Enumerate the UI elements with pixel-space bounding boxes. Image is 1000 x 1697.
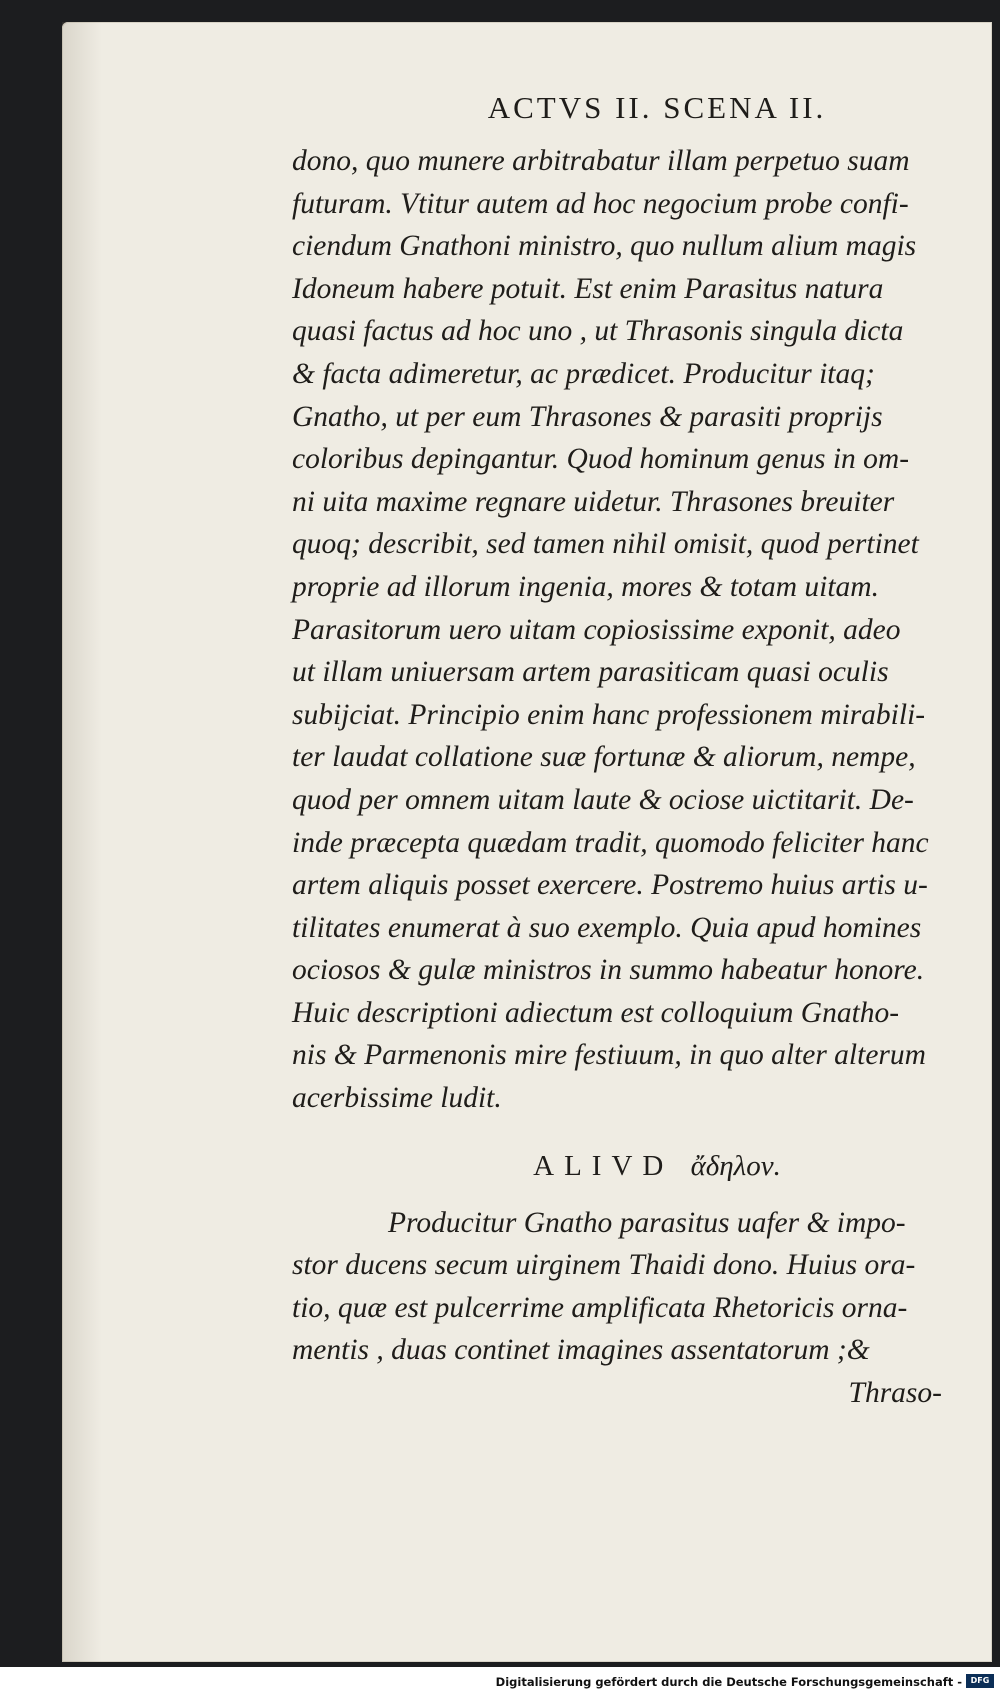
footer-credit: Digitalisierung gefördert durch die Deutsche Forschungsgemeinschaft - [495,1675,962,1689]
running-head: ACTVS II. SCENA II. [487,90,827,125]
footer-banner [0,1667,1000,1697]
text-line: Producitur Gnatho parasitus uafer & impo- [388,1206,906,1239]
text-line: artem aliquis posset exercere. Postremo huius artis u- [292,869,928,902]
text-line: proprie ad illorum ingenia, mores & totam uitam. [292,570,879,603]
text-line: Parasitorum uero uitam copiosissime exponit, adeo [292,613,901,646]
text-line: & facta adimeretur, ac prædicet. Producitur itaq; [292,357,875,390]
text-line: ut illam uniuersam artem parasiticam quasi oculis [292,656,889,689]
text-line: quod per omnem uitam laute & ociose uictitarit. De- [292,783,914,816]
text-line: ter laudat collatione suæ fortunæ & aliorum, nempe, [292,741,916,774]
text-line: dono, quo munere arbitrabatur illam perpetuo suam [292,145,910,177]
text-line: subijciat. Principio enim hanc professionem mirabili- [292,698,926,731]
text-line: tio, quæ est pulcerrime amplificata Rhetoricis orna- [292,1291,908,1324]
text-line: nis & Parmenonis mire festiuum, in quo alter alterum [292,1039,926,1072]
text-line: ociosos & gulæ ministros in summo habeatur honore. [292,954,925,987]
subheading-greek: ἄδηλον. [690,1149,781,1182]
dfg-logo-icon: DFG [966,1674,994,1688]
text-line: stor ducens secum uirginem Thaidi dono. Huius ora- [292,1249,916,1282]
text-line: quoq; describit, sed tamen nihil omisit, quod pertinet [292,528,919,561]
text-line: quasi factus ad hoc uno , ut Thrasonis singula dicta [292,315,904,348]
subheading-latin: ALIVD [533,1149,674,1182]
text-line: inde præcepta quædam tradit, quomodo feliciter hanc [292,826,929,859]
text-line: Idoneum habere potuit. Est enim Parasitus natura [292,272,884,305]
section-subheading [292,1136,1000,1196]
text-line: Gnatho, ut per eum Thrasones & parasiti proprijs [292,400,883,433]
catchword: Thraso- [848,1377,942,1410]
page-gutter-shadow [62,22,102,1662]
text-line: tilitates enumerat à suo exemplo. Quia apud homines [292,911,922,944]
text-line: acerbissime ludit. [292,1082,502,1115]
paragraph-summary [292,140,1000,1120]
text-line: futuram. Vtitur autem ad hoc negocium probe confi- [292,187,909,220]
paragraph-aliud [292,1202,1000,1372]
text-line: Huic descriptioni adiectum est colloquium Gnatho- [292,996,900,1029]
text-line: ni uita maxime regnare uidetur. Thrasones breuiter [292,485,895,518]
text-line: mentis , duas continet imagines assentatorum ;& [292,1334,870,1367]
page-text-block [292,86,1000,1415]
text-line: ciendum Gnathoni ministro, quo nullum alium magis [292,230,917,263]
text-line: coloribus depingantur. Quod hominum genus in om- [292,443,910,476]
